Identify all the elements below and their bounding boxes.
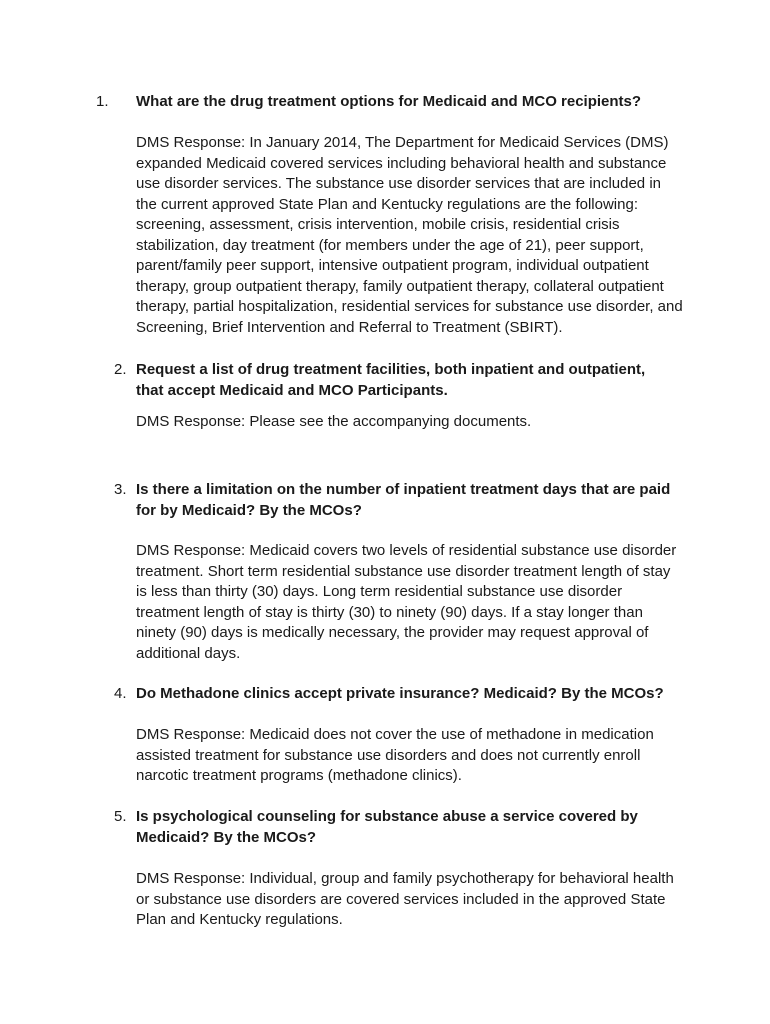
question-text: Do Methadone clinics accept private insurance? Medicaid? By the MCOs? [136,685,664,702]
response-text: DMS Response: Please see the accompanying documents. [136,413,532,430]
question-text: Is there a limitation on the number of inpatient treatment days that are paid for by Medicaid? By the MCOs? [136,481,671,519]
response-text: DMS Response: Medicaid covers two levels of residential substance use disorder treatment. Short term residential substance use disorder treatment length of stay is less than thirty (30) days. Long term residential substance use disorder treatment length of stay is thirty (30) to ninety (90) days. If a stay longer than ninety (90) days is medically necessary, the provider may request approval of additional days. [136,542,677,662]
item-number: 2. [114,361,127,378]
question-text: What are the drug treatment options for Medicaid and MCO recipients? [136,93,642,110]
item-number: 3. [114,481,127,498]
response-text: DMS Response: Medicaid does not cover the use of methadone in medication assisted treatment for substance use disorders and does not currently enroll narcotic treatment programs (methadone clinics). [136,726,654,784]
response-text: DMS Response: Individual, group and family psychotherapy for behavioral health or substance use disorders are covered services included in the approved State Plan and Kentucky regulations. [136,870,674,928]
question-text: Request a list of drug treatment facilities, both inpatient and outpatient, that accept Medicaid and MCO Participants. [136,361,646,399]
question-text: Is psychological counseling for substance abuse a service covered by Medicaid? By the MCOs? [136,808,638,846]
item-number: 5. [114,808,127,825]
item-number: 1. [96,93,109,110]
response-text: DMS Response: In January 2014, The Department for Medicaid Services (DMS) expanded Medicaid covered services including behavioral health and substance use disorder services. The substance use disorder services that are included in the current approved State Plan and Kentucky regulations are the following: screening, assessment, crisis intervention, mobile crisis, residential crisis stabilization, day treatment (for members under the age of 21), peer support, parent/family peer support, intensive outpatient program, individual outpatient therapy, group outpatient therapy, family outpatient therapy, collateral outpatient therapy, partial hospitalization, residential services for substance use disorder, and Screening, Brief Intervention and Referral to Treatment (SBIRT). [136,134,683,336]
item-number: 4. [114,685,127,702]
